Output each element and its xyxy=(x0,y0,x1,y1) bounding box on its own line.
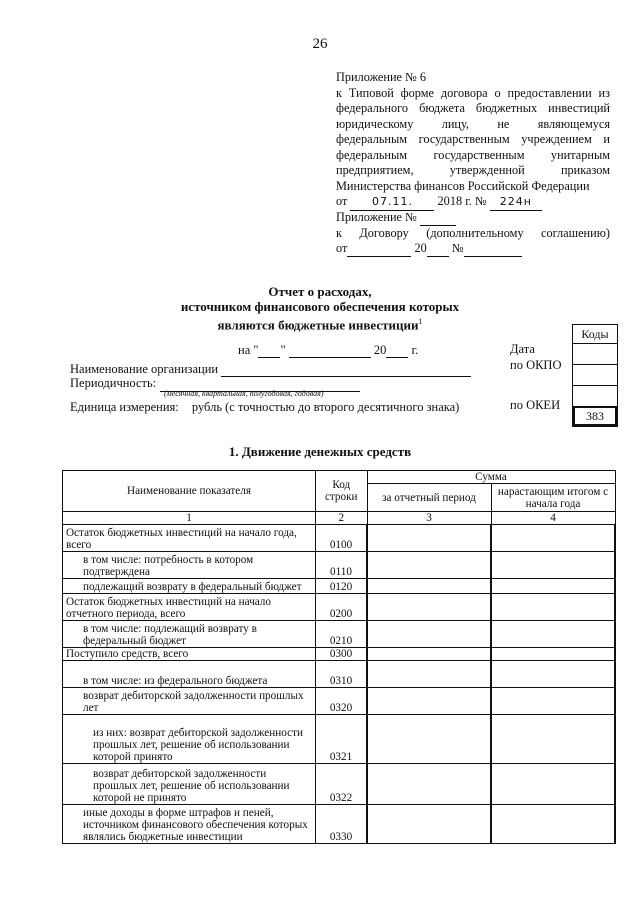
report-date-line xyxy=(238,343,418,358)
agreement-date-line xyxy=(336,241,610,257)
row-code: 0320 xyxy=(316,688,368,715)
table-row xyxy=(63,661,616,688)
table-row xyxy=(63,715,616,764)
col-number: 1 xyxy=(63,512,316,525)
col-number: 3 xyxy=(367,512,491,525)
blank-line xyxy=(258,345,280,358)
handwritten-order-number: 224н xyxy=(490,194,542,211)
date-code-label: Дата xyxy=(510,342,535,356)
appendix-6-block xyxy=(336,70,610,211)
cumulative-amount-cell[interactable] xyxy=(491,688,615,715)
row-name: Остаток бюджетных инвестиций на начало отчетного периода, всего xyxy=(63,594,316,621)
row-name: в том числе: потребность в котором подтверждена xyxy=(63,552,316,579)
blank-line xyxy=(420,213,456,226)
appendix-6-line: Министерства финансов Российской Федерации xyxy=(336,178,590,193)
table-row xyxy=(63,552,616,579)
report-title-line: источником финансового обеспечения которых xyxy=(180,299,460,314)
org-name-row xyxy=(70,362,471,377)
row-name: подлежащий возврату в федеральный бюджет xyxy=(63,579,316,594)
unit-value: рубль (с точностью до второго десятичного знака) xyxy=(191,400,460,414)
org-name-label: Наименование организации xyxy=(70,362,219,376)
date-prefix: на " xyxy=(238,343,259,357)
cumulative-amount-cell[interactable] xyxy=(491,525,615,552)
date-code-cell[interactable] xyxy=(573,343,617,364)
table-row xyxy=(63,764,616,805)
row-name: возврат дебиторской задолженности прошлых лет xyxy=(63,688,316,715)
period-amount-cell[interactable] xyxy=(367,621,491,648)
report-title xyxy=(100,284,540,332)
year-text: 2018 г. № xyxy=(437,194,487,208)
row-name: в том числе: подлежащий возврату в федеральный бюджет xyxy=(63,621,316,648)
cumulative-amount-cell[interactable] xyxy=(491,661,615,688)
cumulative-amount-cell[interactable] xyxy=(491,579,615,594)
period-amount-cell[interactable] xyxy=(367,525,491,552)
period-amount-cell[interactable] xyxy=(367,648,491,661)
periodicity-hint: (месячная, квартальная, полугодовая, годовая) xyxy=(164,389,324,398)
col-name-header: Наименование показателя xyxy=(63,471,316,512)
date-suffix: г. xyxy=(411,343,419,357)
agreement-appendix-label: Приложение № xyxy=(336,210,417,224)
row-code: 0110 xyxy=(316,552,368,579)
row-code: 0321 xyxy=(316,715,368,764)
blank-line xyxy=(386,345,408,358)
period-amount-cell[interactable] xyxy=(367,552,491,579)
unit-label: Единица измерения: xyxy=(70,400,179,414)
number-label: № xyxy=(451,241,464,255)
period-amount-cell[interactable] xyxy=(367,715,491,764)
period-amount-cell[interactable] xyxy=(367,688,491,715)
codes-box xyxy=(572,324,618,427)
okpo-code-label: по ОКПО xyxy=(510,358,562,372)
agreement-appendix-title xyxy=(336,210,610,226)
row-code: 0300 xyxy=(316,648,368,661)
row-name: Поступило средств, всего xyxy=(63,648,316,661)
row-code: 0200 xyxy=(316,594,368,621)
appendix-6-line: федеральным государственным унитарным xyxy=(336,147,610,162)
appendix-6-line: федерального бюджета бюджетных инвестиций xyxy=(336,101,610,115)
col-number: 4 xyxy=(491,512,615,525)
handwritten-date: 07.11. xyxy=(350,194,434,211)
row-name: из них: возврат дебиторской задолженности прошлых лет, решение об использовании которой принято xyxy=(63,715,316,764)
cumulative-amount-cell[interactable] xyxy=(491,621,615,648)
footnote-mark: 1 xyxy=(418,317,423,326)
row-code: 0100 xyxy=(316,525,368,552)
page-number: 26 xyxy=(312,36,328,52)
col-sum-header: Сумма xyxy=(367,471,615,484)
section-1-title: 1. Движение денежных средств xyxy=(228,444,412,459)
period-amount-cell[interactable] xyxy=(367,764,491,805)
year-label: 20 xyxy=(414,241,427,255)
row-code: 0330 xyxy=(316,805,368,844)
appendix-6-line: предприятием, утвержденной приказом xyxy=(336,163,610,177)
report-title-line xyxy=(100,314,540,332)
table-row xyxy=(63,648,616,661)
blank-line xyxy=(427,244,449,257)
row-code: 0310 xyxy=(316,661,368,688)
table-row xyxy=(63,579,616,594)
row-code: 0210 xyxy=(316,621,368,648)
from-label: от xyxy=(336,241,348,255)
okei-code-label: по ОКЕИ xyxy=(510,398,561,412)
table-row xyxy=(63,621,616,648)
codes-header: Коды xyxy=(581,327,609,341)
blank-line xyxy=(464,244,522,257)
period-amount-cell[interactable] xyxy=(367,661,491,688)
table-row xyxy=(63,594,616,621)
row-code: 0120 xyxy=(316,579,368,594)
okei-code-cell: 383 xyxy=(573,406,617,426)
row-code: 0322 xyxy=(316,764,368,805)
col-number: 2 xyxy=(316,512,368,525)
row-name: Остаток бюджетных инвестиций на начало года, всего xyxy=(63,525,316,552)
org-name-field[interactable] xyxy=(221,364,471,377)
period-code-cell[interactable] xyxy=(573,385,617,406)
appendix-agreement-block xyxy=(336,210,610,257)
date-year: 20 xyxy=(373,343,387,357)
date-prefix: от xyxy=(336,194,348,208)
cumulative-amount-cell[interactable] xyxy=(491,764,615,805)
cumulative-amount-cell[interactable] xyxy=(491,552,615,579)
cumulative-amount-cell[interactable] xyxy=(491,648,615,661)
period-amount-cell[interactable] xyxy=(367,805,491,844)
blank-line xyxy=(347,244,411,257)
table-row xyxy=(63,525,616,552)
row-name: иные доходы в форме штрафов и пеней, источником финансового обеспечения которых являлись бюджетные инвестиции xyxy=(63,805,316,844)
date-quote: " xyxy=(280,343,286,357)
cash-flow-table xyxy=(62,470,616,844)
period-amount-cell[interactable] xyxy=(367,579,491,594)
report-title-line: Отчет о расходах, xyxy=(268,284,372,299)
table-row xyxy=(63,805,616,844)
appendix-6-line: юридическому лицу, не являющемуся xyxy=(336,116,610,131)
col-cumulative-header: нарастающим итогом с начала года xyxy=(491,484,615,512)
okpo-code-cell[interactable] xyxy=(573,364,617,385)
table-row xyxy=(63,688,616,715)
blank-line xyxy=(289,345,371,358)
agreement-line: к Договору (дополнительному соглашению) xyxy=(336,225,610,240)
cumulative-amount-cell[interactable] xyxy=(491,805,615,844)
appendix-6-title: Приложение № 6 xyxy=(336,70,427,84)
row-name: возврат дебиторской задолженности прошлых лет, решение об использовании которой не принято xyxy=(63,764,316,805)
row-name: в том числе: из федерального бюджета xyxy=(63,661,316,688)
col-code-header: Код строки xyxy=(316,471,368,512)
appendix-6-date-line xyxy=(336,194,610,211)
cumulative-amount-cell[interactable] xyxy=(491,715,615,764)
period-amount-cell[interactable] xyxy=(367,594,491,621)
cumulative-amount-cell[interactable] xyxy=(491,594,615,621)
appendix-6-line: федеральным государственным учреждением и xyxy=(336,132,610,146)
appendix-6-line: к Типовой форме договора о предоставлении из xyxy=(336,85,610,100)
col-period-header: за отчетный период xyxy=(367,484,491,512)
periodicity-label: Периодичность: xyxy=(70,376,157,390)
unit-row xyxy=(70,400,459,415)
report-title-text: являются бюджетные инвестиции xyxy=(217,317,419,333)
